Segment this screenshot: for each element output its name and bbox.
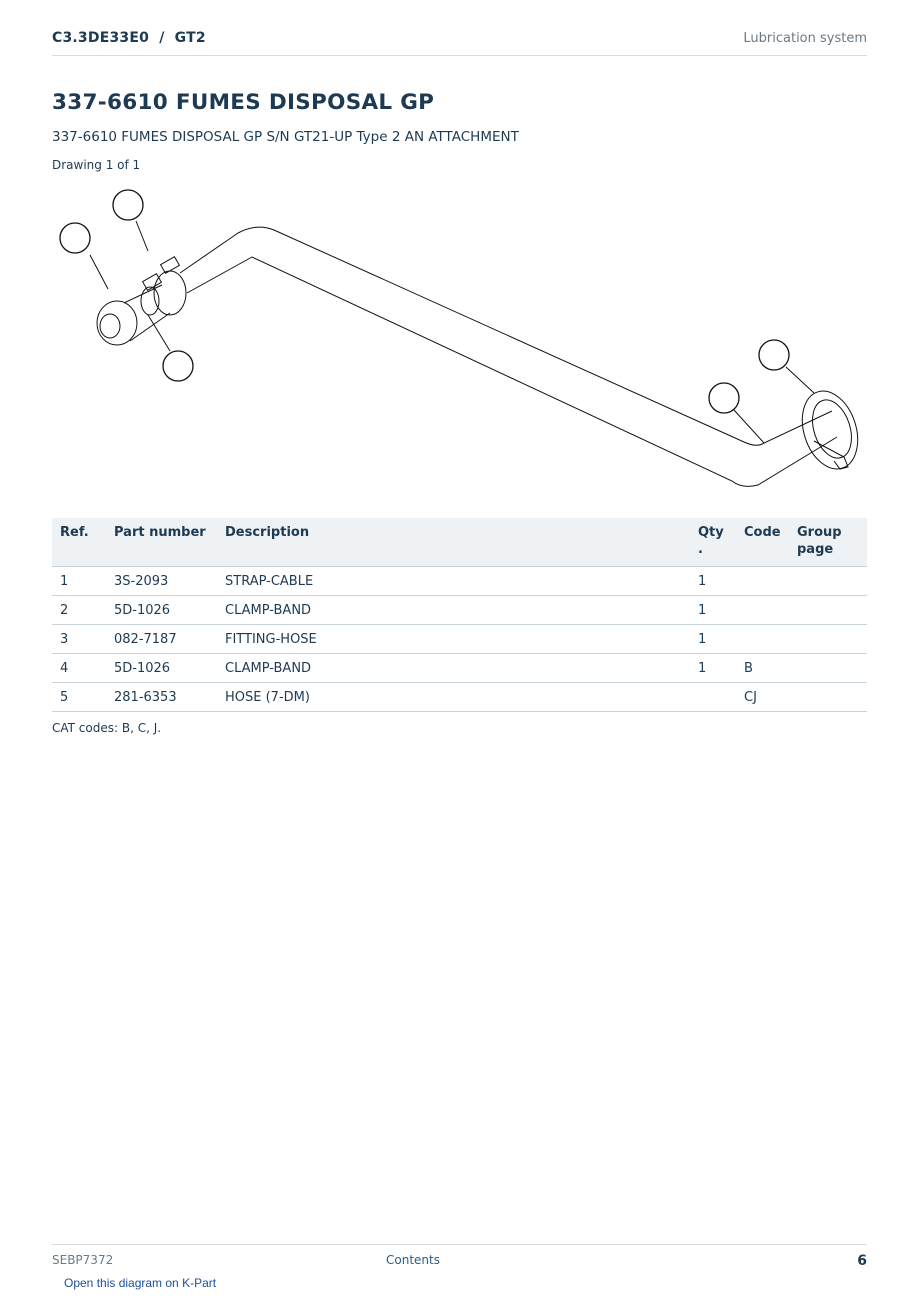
section-label: Lubrication system xyxy=(743,31,867,46)
flange-inner xyxy=(806,395,859,463)
cell-qty xyxy=(690,683,736,712)
breadcrumb: C3.3DE33E0 / GT2 xyxy=(52,30,206,46)
page-header xyxy=(52,28,867,56)
table-header-row xyxy=(52,518,867,567)
cell-ref: 2 xyxy=(52,596,106,625)
cell-qty: 1 xyxy=(690,625,736,654)
cell-ref: 4 xyxy=(52,654,106,683)
cell-description: CLAMP-BAND xyxy=(217,596,690,625)
page-number: 6 xyxy=(857,1253,867,1269)
cell-code xyxy=(736,625,789,654)
cell-code: CJ xyxy=(736,683,789,712)
cell-qty: 1 xyxy=(690,654,736,683)
leader-2 xyxy=(136,221,148,251)
cell-group-page xyxy=(789,683,867,712)
cell-qty: 1 xyxy=(690,596,736,625)
table-row xyxy=(52,683,867,712)
contents-link[interactable]: Contents xyxy=(386,1253,440,1267)
cell-ref: 3 xyxy=(52,625,106,654)
callout-3 xyxy=(163,351,193,381)
cell-group-page xyxy=(789,625,867,654)
fitting-body-left-inner xyxy=(100,314,120,338)
cell-description: CLAMP-BAND xyxy=(217,654,690,683)
hose-outline-lower xyxy=(187,257,837,486)
header-qty xyxy=(690,518,736,567)
leader-1 xyxy=(90,255,108,289)
page-title: 337-6610 FUMES DISPOSAL GP xyxy=(52,90,435,115)
cell-ref: 5 xyxy=(52,683,106,712)
cell-code xyxy=(736,596,789,625)
strap-cable xyxy=(814,441,848,469)
drawing-count: Drawing 1 of 1 xyxy=(52,158,141,172)
cell-group-page xyxy=(789,654,867,683)
cell-code: B xyxy=(736,654,789,683)
table-row xyxy=(52,567,867,596)
parts-diagram xyxy=(52,185,867,495)
header-qty-label: Qty. xyxy=(698,525,724,557)
cell-code xyxy=(736,567,789,596)
leader-4 xyxy=(734,410,764,443)
cat-codes-note: CAT codes: B, C, J. xyxy=(52,721,162,735)
cell-qty: 1 xyxy=(690,567,736,596)
table-row xyxy=(52,596,867,625)
table-row xyxy=(52,654,867,683)
cell-description: FITTING-HOSE xyxy=(217,625,690,654)
kpart-link[interactable]: Open this diagram on K-Part xyxy=(64,1276,217,1290)
cell-part-number: 082-7187 xyxy=(106,625,217,654)
table-row xyxy=(52,625,867,654)
fitting-body-left xyxy=(97,301,137,345)
header-part-number: Part number xyxy=(106,518,217,567)
page-subtitle: 337-6610 FUMES DISPOSAL GP S/N GT21-UP Type 2 AN ATTACHMENT xyxy=(52,129,519,145)
callout-5 xyxy=(759,340,789,370)
clamp-bolt-2 xyxy=(161,257,180,274)
cell-group-page xyxy=(789,596,867,625)
cell-group-page xyxy=(789,567,867,596)
callout-1 xyxy=(60,223,90,253)
leader-5 xyxy=(786,367,814,393)
clamp-bolt-1 xyxy=(143,274,162,291)
header-group-page-label: Group page xyxy=(797,525,842,557)
hose-outline-upper xyxy=(180,227,832,445)
header-code: Code xyxy=(736,518,789,567)
parts-table xyxy=(52,518,867,712)
document-id: SEBP7372 xyxy=(52,1253,114,1267)
callout-4 xyxy=(709,383,739,413)
header-group-page xyxy=(789,518,867,567)
flange xyxy=(793,384,867,476)
callout-2 xyxy=(113,190,143,220)
cell-description: HOSE (7-DM) xyxy=(217,683,690,712)
cell-description: STRAP-CABLE xyxy=(217,567,690,596)
cell-part-number: 5D-1026 xyxy=(106,654,217,683)
cell-part-number: 281-6353 xyxy=(106,683,217,712)
cell-ref: 1 xyxy=(52,567,106,596)
cell-part-number: 5D-1026 xyxy=(106,596,217,625)
header-ref: Ref. xyxy=(52,518,106,567)
cell-part-number: 3S-2093 xyxy=(106,567,217,596)
header-description: Description xyxy=(217,518,690,567)
